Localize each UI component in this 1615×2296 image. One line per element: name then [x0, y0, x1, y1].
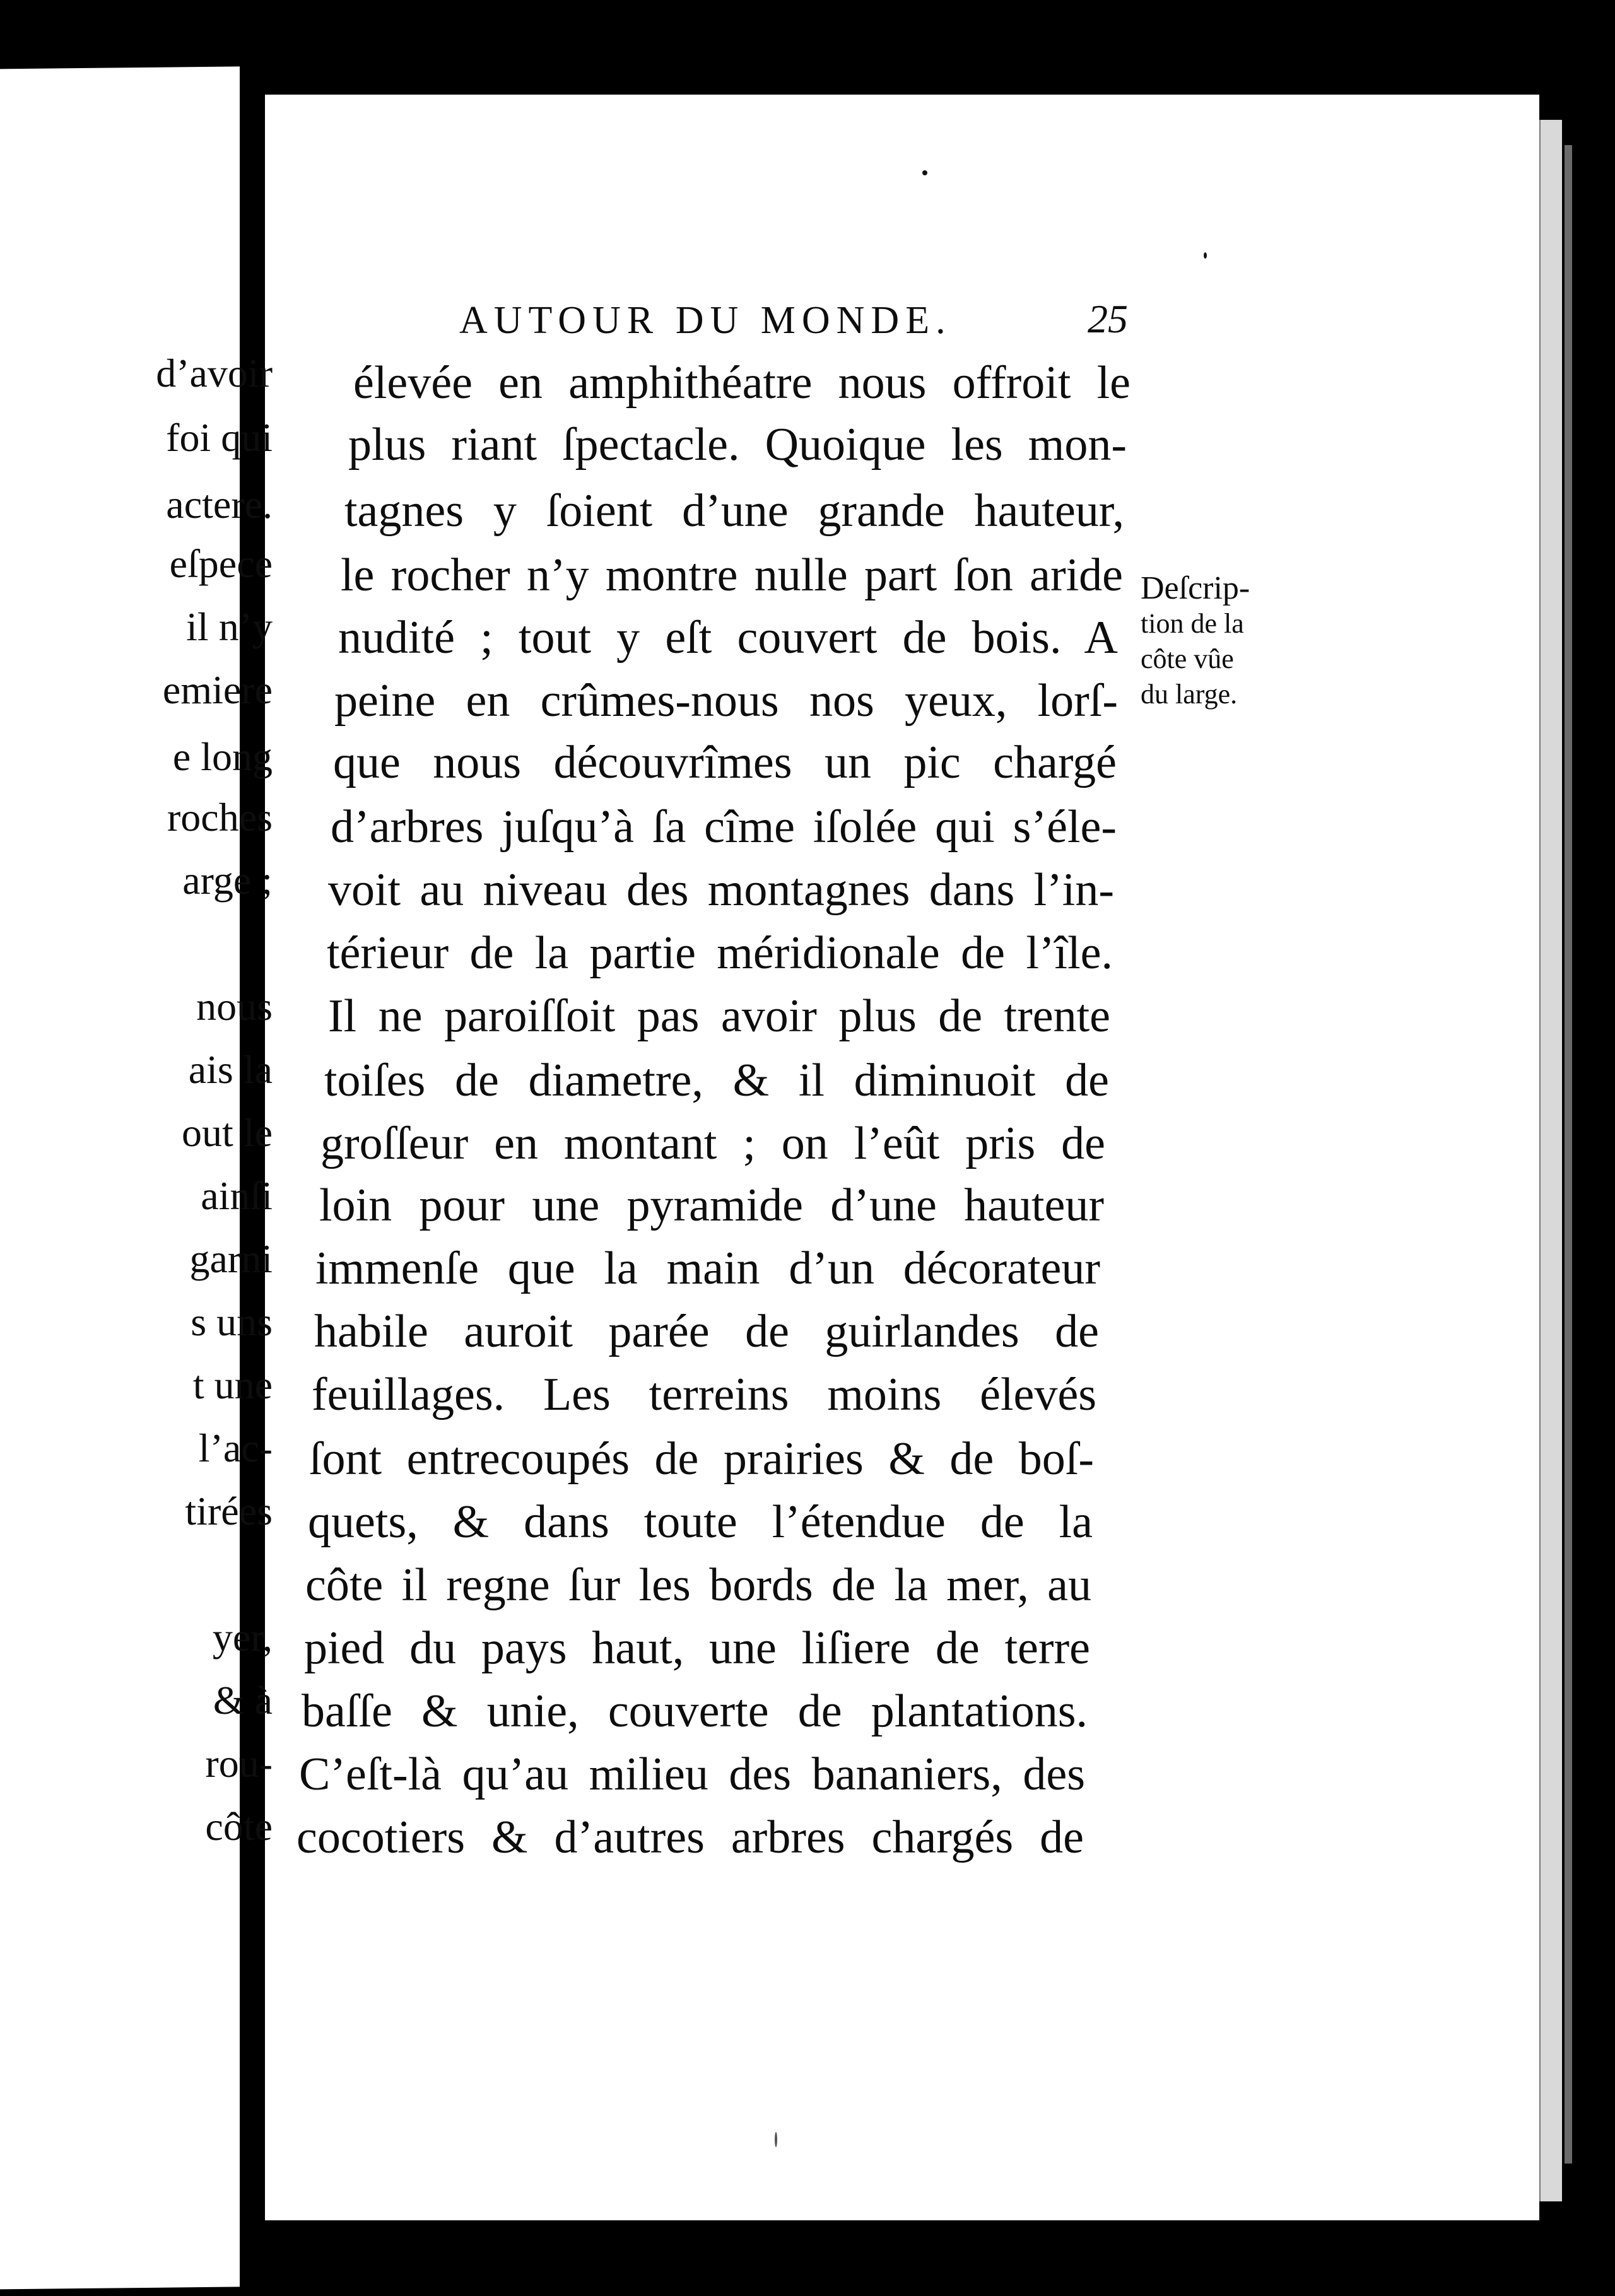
left-fragment: ainſi [201, 1173, 273, 1218]
text-line: le rocher n’y montre nulle part ſon aride [341, 549, 1123, 601]
text-line: C’eſt-là qu’au milieu des bananiers, des [299, 1748, 1085, 1800]
text-line: tagnes y ſoient d’une grande hauteur, [344, 485, 1124, 537]
text-line: feuillages. Les terreins moins élevés [312, 1369, 1096, 1420]
left-fragment: tirées [185, 1489, 273, 1533]
text-line: plus riant ſpectacle. Quoique les mon- [348, 419, 1127, 471]
left-fragment: yer, [212, 1615, 273, 1660]
left-fragment: d’avoir [156, 351, 273, 395]
text-line: habile auroit parée de guirlandes de [314, 1306, 1099, 1357]
text-line: groſſeur en montant ; on l’eût pris de [320, 1118, 1105, 1169]
ink-speck [775, 2132, 777, 2147]
left-fragment: il n’y [186, 604, 273, 649]
text-line: pied du pays haut, une liſiere de terre [304, 1622, 1090, 1674]
text-line: térieur de la partie méridionale de l’île. [327, 927, 1113, 979]
left-fragment: actere. [166, 482, 273, 527]
text-line: toiſes de diametre, & il diminuoit de [324, 1055, 1109, 1106]
text-line: loin pour une pyramide d’une hauteur [319, 1180, 1104, 1231]
text-line: baſſe & unie, couverte de plantations. [302, 1685, 1088, 1737]
text-line: élevée en amphithéatre nous offroit le [353, 357, 1130, 409]
text-line: voit au niveau des montagnes dans l’in- [328, 864, 1114, 916]
marginal-note-line: Deſcrip- [1141, 570, 1250, 606]
left-fragment: eſpece [169, 541, 273, 586]
left-fragment: s uns [191, 1299, 273, 1344]
left-fragment: e long [172, 734, 273, 779]
marginal-note [1141, 571, 1279, 712]
left-fragment: & à [213, 1678, 273, 1723]
ink-speck [1204, 252, 1207, 259]
left-fragment: t une [192, 1362, 273, 1407]
marginal-note-line: côte vûe [1141, 643, 1234, 674]
left-fragment: roches [167, 795, 273, 840]
left-fragment: out le [182, 1110, 273, 1155]
left-fragment: nous [196, 984, 273, 1029]
left-fragment: arge ; [182, 858, 273, 903]
text-line: côte il regne ſur les bords de la mer, au [305, 1559, 1091, 1611]
text-line: immenſe que la main d’un décorateur [315, 1243, 1100, 1294]
marginal-note-line: du large. [1141, 679, 1238, 710]
text-line: nudité ; tout y eſt couvert de bois. A [338, 612, 1118, 664]
page-number: 25 [1088, 296, 1128, 341]
left-fragment: côte [205, 1804, 273, 1849]
text-line: d’arbres juſqu’à ſa cîme iſolée qui s’éle- [331, 801, 1117, 853]
text-line: quets, & dans toute l’étendue de la [308, 1496, 1093, 1548]
ink-speck [922, 170, 927, 175]
text-line: que nous découvrîmes un pic chargé [333, 737, 1117, 788]
left-fragment: ais la [188, 1047, 273, 1092]
left-fragment: foi qui [166, 415, 273, 460]
running-title: AUTOUR DU MONDE. [459, 299, 952, 342]
text-line: cocotiers & d’autres arbres chargés de [297, 1812, 1084, 1863]
text-line: ſont entrecoupés de prairies & de boſ- [309, 1433, 1094, 1485]
left-fragment: emiere [162, 667, 273, 712]
left-fragment: garni [189, 1236, 273, 1281]
text-line: peine en crûmes-nous nos yeux, lorſ- [334, 675, 1118, 727]
text-line: Il ne paroiſſoit pas avoir plus de trente [328, 990, 1110, 1042]
left-fragment: l’ac- [198, 1426, 273, 1470]
marginal-note-line: tion de la [1141, 608, 1244, 639]
left-fragment: rou- [205, 1741, 273, 1786]
